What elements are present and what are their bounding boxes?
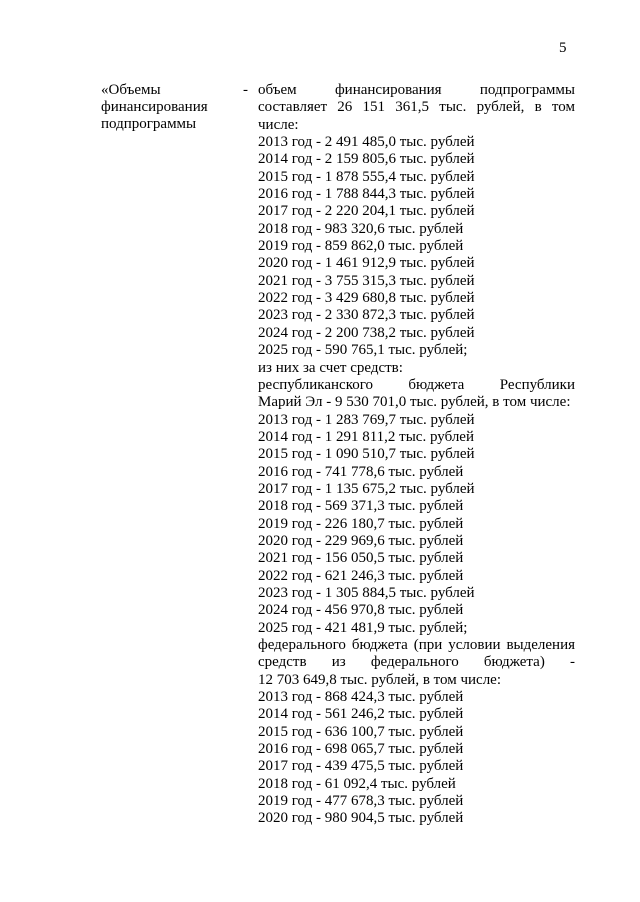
total-year-line: 2024 год - 2 200 738,2 тыс. рублей: [258, 324, 475, 341]
total-line-2: составляет 26 151 361,5 тыс. рублей, в том: [258, 99, 575, 116]
federal-year-line: 2014 год - 561 246,2 тыс. рублей: [258, 706, 464, 723]
federal-year-line: 2019 год - 477 678,3 тыс. рублей: [258, 793, 464, 810]
total-year-line: 2023 год - 2 330 872,3 тыс. рублей: [258, 307, 475, 324]
republic-year-line: 2019 год - 226 180,7 тыс. рублей: [258, 515, 464, 532]
total-year-line: 2020 год - 1 461 912,9 тыс. рублей: [258, 255, 475, 272]
republic-year-line: 2017 год - 1 135 675,2 тыс. рублей: [258, 480, 475, 497]
total-year-line: 2015 год - 1 878 555,4 тыс. рублей: [258, 168, 475, 185]
total-year-line: 2021 год - 3 755 315,3 тыс. рублей: [258, 272, 475, 289]
federal-year-line: 2020 год - 980 904,5 тыс. рублей: [258, 810, 464, 827]
total-year-line: 2025 год - 590 765,1 тыс. рублей;: [258, 342, 468, 359]
republic-year-line: 2015 год - 1 090 510,7 тыс. рублей: [258, 446, 475, 463]
total-line-3: числе:: [258, 116, 299, 133]
federal-year-line: 2013 год - 868 424,3 тыс. рублей: [258, 689, 464, 706]
republic-year-line: 2014 год - 1 291 811,2 тыс. рублей: [258, 428, 474, 445]
total-year-line: 2022 год - 3 429 680,8 тыс. рублей: [258, 290, 475, 307]
total-year-line: 2018 год - 983 320,6 тыс. рублей: [258, 220, 464, 237]
republic-year-line: 2022 год - 621 246,3 тыс. рублей: [258, 567, 464, 584]
republic-year-line: 2021 год - 156 050,5 тыс. рублей: [258, 550, 464, 567]
federal-line-2: средств из федерального бюджета) -: [258, 654, 575, 671]
total-year-line: 2019 год - 859 862,0 тыс. рублей: [258, 238, 464, 255]
total-year-line: 2017 год - 2 220 204,1 тыс. рублей: [258, 203, 475, 220]
label-line-2: финансирования: [101, 99, 208, 115]
total-year-line: 2014 год - 2 159 805,6 тыс. рублей: [258, 151, 475, 168]
total-line-1: объем финансирования подпрограммы: [258, 82, 575, 98]
republic-line-2: Марий Эл - 9 530 701,0 тыс. рублей, в том числе:: [258, 394, 571, 411]
total-year-line: 2013 год - 2 491 485,0 тыс. рублей: [258, 134, 475, 151]
federal-year-line: 2015 год - 636 100,7 тыс. рублей: [258, 723, 464, 740]
republic-year-line: 2024 год - 456 970,8 тыс. рублей: [258, 602, 464, 619]
separator-dash: -: [243, 82, 248, 98]
section-label: [101, 82, 251, 133]
federal-line-1: федерального бюджета (при условии выделения: [258, 637, 575, 653]
federal-line-3: 12 703 649,8 тыс. рублей, в том числе:: [258, 671, 502, 688]
republic-line-1: республиканского бюджета Республики: [258, 376, 575, 393]
sources-intro: из них за счет средств:: [258, 359, 403, 376]
republic-year-line: 2025 год - 421 481,9 тыс. рублей;: [258, 619, 468, 636]
federal-year-line: 2017 год - 439 475,5 тыс. рублей: [258, 758, 464, 775]
republic-year-line: 2020 год - 229 969,6 тыс. рублей: [258, 532, 464, 549]
republic-year-line: 2016 год - 741 778,6 тыс. рублей: [258, 463, 464, 480]
republic-year-line: 2018 год - 569 371,3 тыс. рублей: [258, 498, 464, 515]
page-number: 5: [559, 40, 567, 56]
total-year-line: 2016 год - 1 788 844,3 тыс. рублей: [258, 186, 475, 203]
federal-years-list: [258, 689, 575, 828]
republic-year-line: 2023 год - 1 305 884,5 тыс. рублей: [258, 584, 475, 601]
label-line-3: подпрограммы: [101, 116, 197, 132]
federal-year-line: 2018 год - 61 092,4 тыс. рублей: [258, 775, 456, 792]
republic-years-list: [258, 412, 575, 637]
label-line-1: «Объемы: [101, 82, 161, 98]
funding-text: [258, 82, 575, 828]
republic-year-line: 2013 год - 1 283 769,7 тыс. рублей: [258, 411, 475, 428]
federal-year-line: 2016 год - 698 065,7 тыс. рублей: [258, 741, 464, 758]
total-years-list: [258, 134, 575, 359]
